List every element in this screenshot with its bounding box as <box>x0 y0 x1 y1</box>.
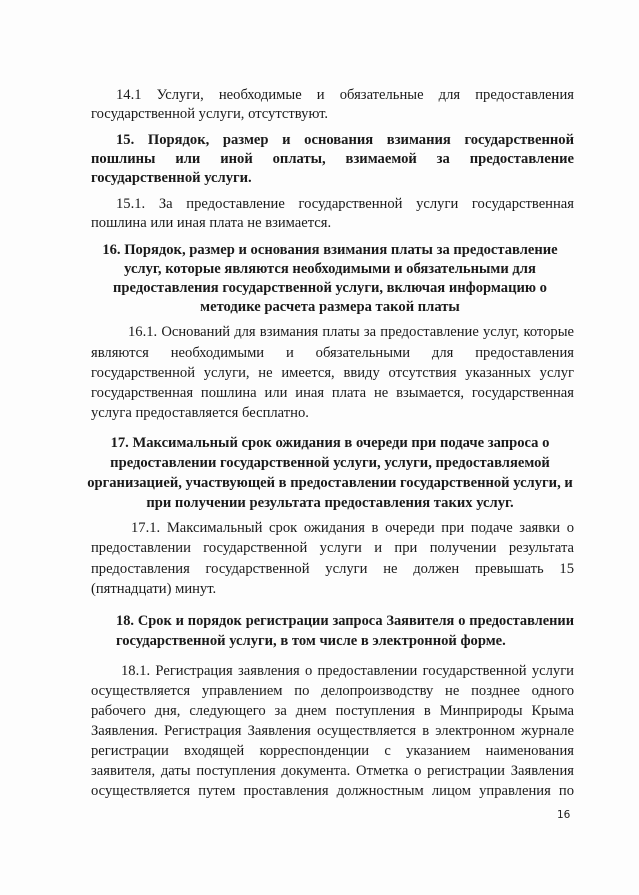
heading-15-line: пошлины или иной оплаты, взимаемой за предоставление <box>91 151 574 167</box>
paragraph-15-1-line: пошлина или иная плата не взимается. <box>91 215 332 231</box>
heading-18-line: 18. Срок и порядок регистрации запроса Заявителя о предоставлении <box>116 613 574 629</box>
paragraph-17-1-line: предоставления государственной услуги не должен превышать 15 <box>91 561 574 577</box>
paragraph-18-1-line: заявителя, даты поступления документа. Отметка о регистрации Заявления <box>91 763 574 779</box>
paragraph-18-1-line: 18.1. Регистрация заявления о предоставлении государственной услуги <box>121 663 574 679</box>
paragraph-17-1-line: 17.1. Максимальный срок ожидания в очереди при подаче заявки о <box>131 520 574 536</box>
page-number: 16 <box>557 809 571 821</box>
paragraph-16-1-line: государственная пошлина или иная плата не взымается, государственная <box>91 385 574 401</box>
paragraph-18-1-line: Заявления. Регистрация Заявления осуществляется в электронном журнале <box>91 723 574 739</box>
paragraph-16-1-line: услуга предоставляется бесплатно. <box>91 405 309 421</box>
heading-17-line: при получении результата предоставления таких услуг. <box>146 495 514 511</box>
heading-16-line: методике расчета размера такой платы <box>200 299 460 315</box>
paragraph-18-1-line: осуществляется путем проставления должностным лицом управления по <box>91 783 574 799</box>
paragraph-14-1-line: 14.1 Услуги, необходимые и обязательные для предоставления <box>116 87 574 103</box>
paragraph-16-1-line: 16.1. Оснований для взимания платы за предоставление услуг, которые <box>128 324 574 340</box>
heading-16-line: 16. Порядок, размер и основания взимания платы за предоставление <box>102 242 558 258</box>
paragraph-15-1-line: 15.1. За предоставление государственной услуги государственная <box>116 196 574 212</box>
heading-15-line: 15. Порядок, размер и основания взимания государственной <box>116 132 574 148</box>
paragraph-16-1-line: являются необходимыми и обязательными для предоставления <box>91 345 574 361</box>
heading-17-line: 17. Максимальный срок ожидания в очереди при подаче запроса о <box>110 435 550 451</box>
paragraph-16-1-line: государственной услуги, не имеется, ввиду отсутствия указанных услуг <box>91 365 574 381</box>
paragraph-18-1-line: рабочего дня, следующего за днем поступления в Минприроды Крыма <box>91 703 574 719</box>
heading-18-line: государственной услуги, в том числе в электронной форме. <box>116 633 506 649</box>
heading-17-line: предоставлении государственной услуги, услуги, предоставляемой <box>110 455 550 471</box>
paragraph-18-1-line: регистрации входящей корреспонденции с указанием наименования <box>91 743 574 759</box>
heading-16-line: услуг, которые являются необходимыми и обязательными для <box>124 261 536 277</box>
paragraph-17-1-line: (пятнадцати) минут. <box>91 581 217 597</box>
heading-16-line: предоставления государственной услуги, включая информацию о <box>113 280 547 296</box>
paragraph-17-1-line: предоставлении государственной услуги и при получении результата <box>91 540 574 556</box>
paragraph-18-1-line: осуществляется управлением по делопроизводству не позднее одного <box>91 683 574 699</box>
paragraph-14-1-line: государственной услуги, отсутствуют. <box>91 106 329 122</box>
heading-15-line: государственной услуги. <box>91 170 252 186</box>
heading-17-line: организацией, участвующей в предоставлении государственной услуги, и <box>87 475 573 491</box>
